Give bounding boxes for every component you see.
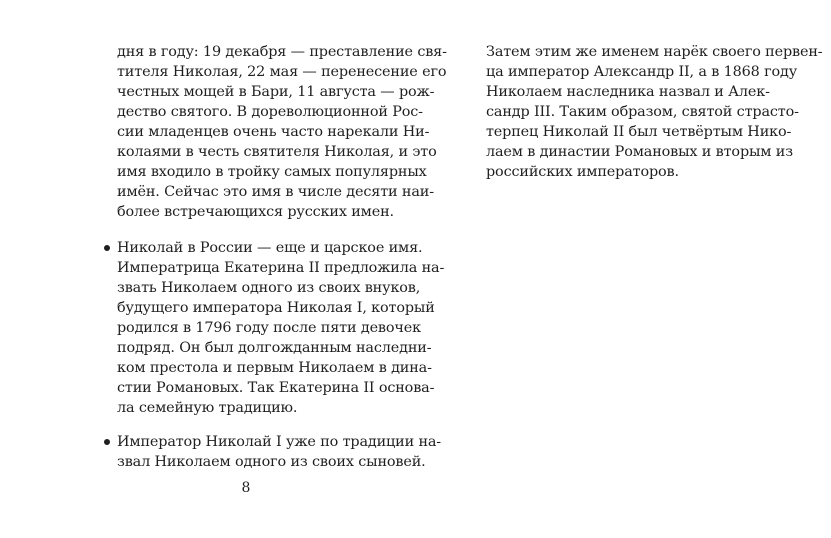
- bullet-1-line-5: родился в 1796 году после пяти девочек: [117, 320, 421, 336]
- left-paragraph-1-line-5: сии младенцев очень часто нарекали Ни-: [117, 124, 430, 140]
- right-paragraph-1-line-2: ца император Александр II, а в 1868 году: [486, 64, 798, 80]
- left-paragraph-1-line-2: тителя Николая, 22 мая — перенесение его: [117, 64, 447, 80]
- right-paragraph-1-line-5: терпец Николай II был четвёртым Нико-: [486, 124, 792, 140]
- right-paragraph-1-line-7: российских императоров.: [486, 164, 679, 180]
- left-paragraph-1-line-4: дество святого. В дореволюционной Рос-: [117, 104, 423, 120]
- bullet-2-line-1: Император Николай I уже по традиции на-: [117, 434, 442, 450]
- right-paragraph-1-line-4: сандр III. Таким образом, святой страсто-: [486, 104, 799, 120]
- bullet-1-line-7: ком престола и первым Николаем в дина-: [117, 360, 432, 376]
- right-paragraph-1-line-6: лаем в династии Романовых и вторым из: [486, 144, 793, 160]
- left-paragraph-1-line-7: имя входило в тройку самых популярных: [117, 164, 427, 180]
- bullet-1-line-6: подряд. Он был долгожданным наследни-: [117, 340, 432, 356]
- bullet-dot-icon: [104, 245, 110, 251]
- bullet-1-line-8: стии Романовых. Так Екатерина II основа-: [117, 380, 435, 396]
- bullet-1-line-9: ла семейную традицию.: [117, 400, 298, 416]
- left-paragraph-1-line-1: дня в году: 19 декабря — преставление свя-: [117, 44, 447, 60]
- bullet-1-line-2: Императрица Екатерина II предложила на-: [117, 260, 445, 276]
- bullet-1-line-3: звать Николаем одного из своих внуков,: [117, 280, 421, 296]
- bullet-dot-icon: [104, 439, 110, 445]
- right-paragraph-1-line-3: Николаем наследника назвал и Алек-: [486, 84, 770, 100]
- bullet-1-line-1: Николай в России — еще и царское имя.: [117, 240, 423, 256]
- right-page: [415, 0, 831, 538]
- left-paragraph-1-line-3: честных мощей в Бари, 11 августа — рож-: [117, 84, 435, 100]
- left-paragraph-1-line-6: колаями в честь святителя Николая, и это: [117, 144, 437, 160]
- left-paragraph-1-line-9: более встречающихся русских имен.: [117, 204, 394, 220]
- bullet-2-line-2: звал Николаем одного из своих сыновей.: [117, 454, 426, 470]
- bullet-1-line-4: будущего императора Николая I, который: [117, 300, 435, 316]
- left-paragraph-1-line-8: имён. Сейчас это имя в числе десяти наи-: [117, 184, 434, 200]
- page-number: 8: [241, 480, 251, 496]
- right-paragraph-1-line-1: Затем этим же именем нарёк своего первен-: [486, 44, 823, 60]
